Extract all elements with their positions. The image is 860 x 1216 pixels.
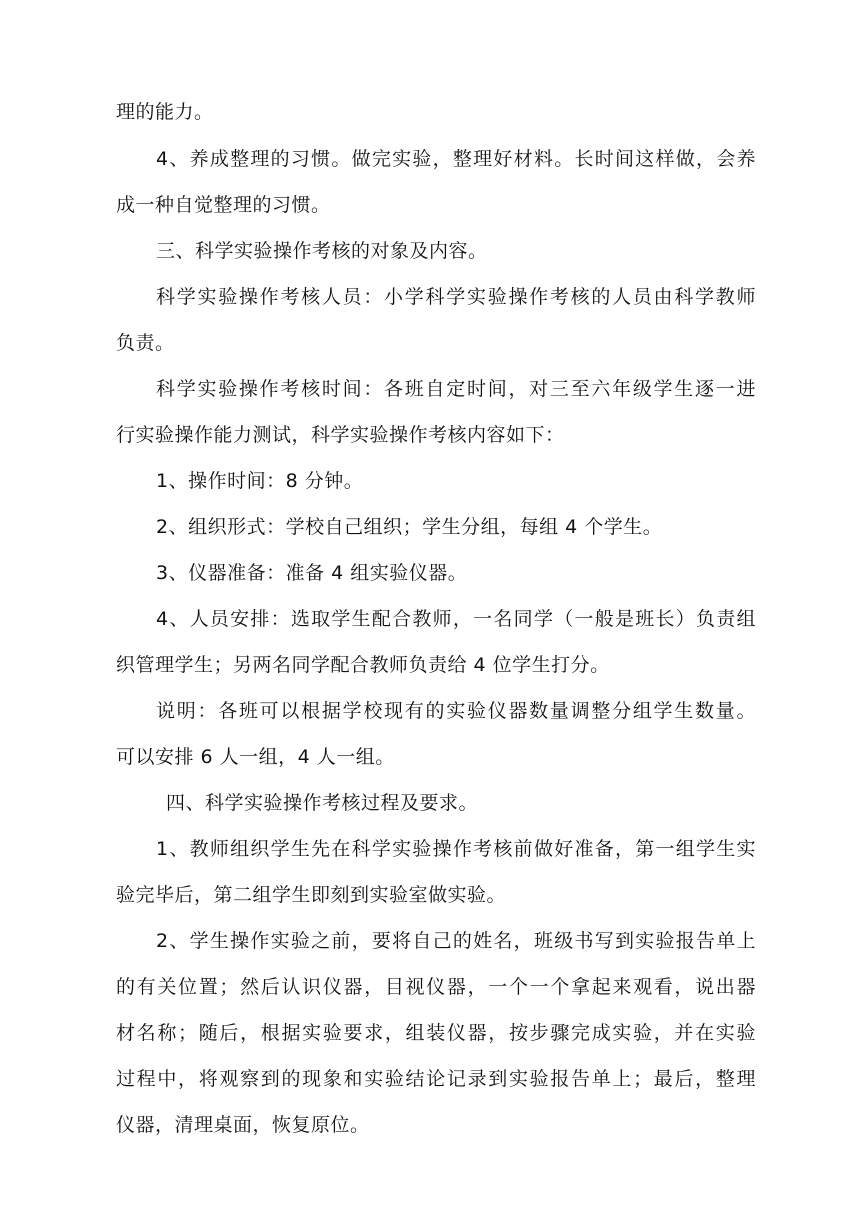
text-line: 的有关位置；然后认识仪器，目视仪器，一个一个拿起来观看，说出器 [116,976,756,998]
text-line: 科学实验操作考核时间：各班自定时间，对三至六年级学生逐一进 [156,378,756,400]
section-heading: 三、科学实验操作考核的对象及内容。 [156,240,488,262]
text-line: 仪器，清理桌面，恢复原位。 [116,1114,370,1136]
list-item: 2、学生操作实验之前，要将自己的姓名，班级书写到实验报告单上 [156,930,756,952]
text-line: 4、养成整理的习惯。做完实验，整理好材料。长时间这样做，会养 [156,148,756,170]
section-heading: 四、科学实验操作考核过程及要求。 [166,792,479,814]
text-line: 行实验操作能力测试，科学实验操作考核内容如下： [116,424,565,446]
list-item: 2、组织形式：学校自己组织；学生分组，每组 4 个学生。 [156,516,663,538]
text-line: 科学实验操作考核人员：小学科学实验操作考核的人员由科学教师 [156,286,756,308]
text-line: 理的能力。 [116,101,214,123]
text-line: 负责。 [116,332,175,354]
text-line: 材名称；随后，根据实验要求，组装仪器，按步骤完成实验，并在实验 [116,1022,756,1044]
text-line: 成一种自觉整理的习惯。 [116,194,331,216]
list-item: 3、仪器准备：准备 4 组实验仪器。 [156,562,468,584]
text-line: 可以安排 6 人一组，4 人一组。 [116,746,395,768]
text-line: 织管理学生；另两名同学配合教师负责给 4 位学生打分。 [116,654,610,676]
text-line: 验完毕后，第二组学生即刻到实验室做实验。 [116,884,507,906]
text-line: 过程中，将观察到的现象和实验结论记录到实验报告单上；最后，整理 [116,1068,756,1090]
list-item: 1、操作时间：8 分钟。 [156,470,364,492]
text-line: 说明：各班可以根据学校现有的实验仪器数量调整分组学生数量。 [156,700,756,722]
list-item: 1、教师组织学生先在科学实验操作考核前做好准备，第一组学生实 [156,838,756,860]
list-item: 4、人员安排：选取学生配合教师，一名同学（一般是班长）负责组 [156,608,756,630]
